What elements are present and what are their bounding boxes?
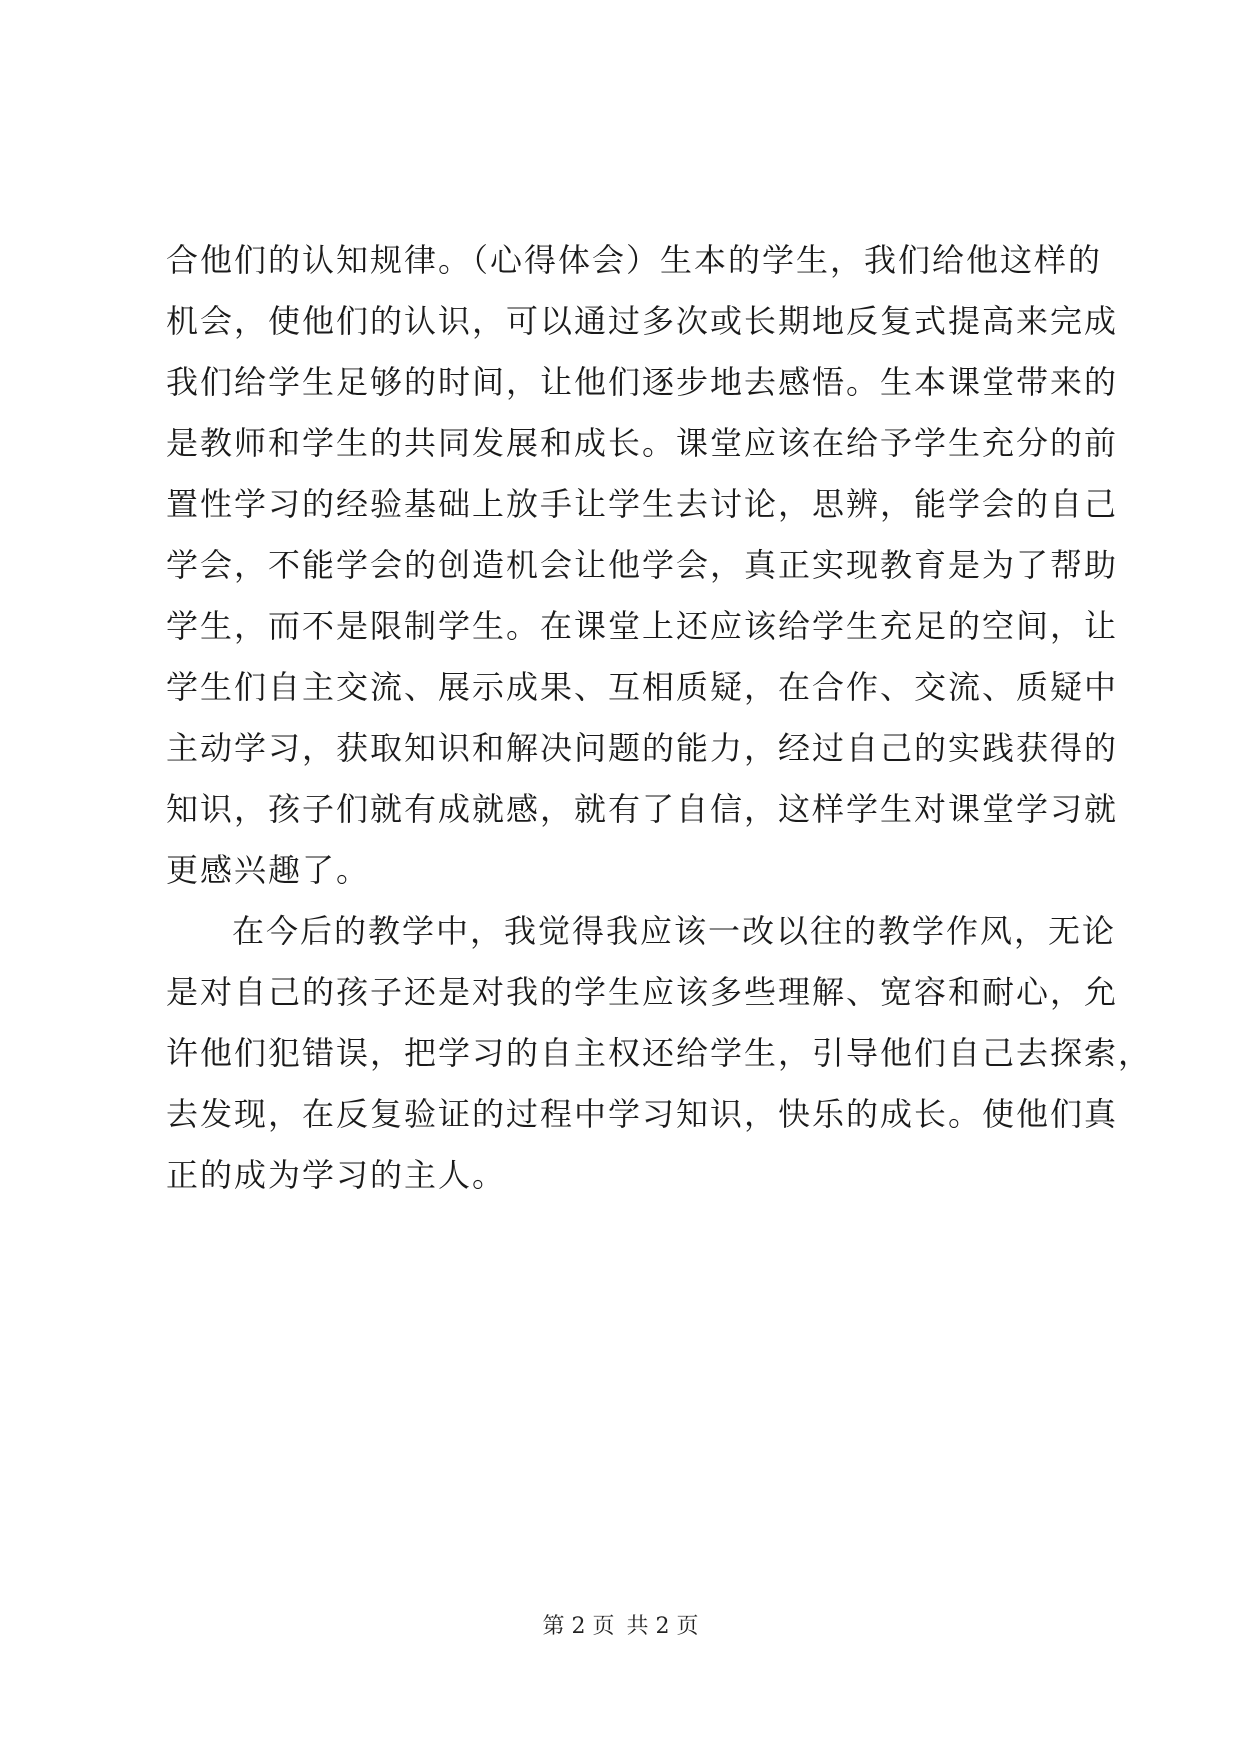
text-line: 置性学习的经验基础上放手让学生去讨论，思辨，能学会的自己 bbox=[166, 485, 1119, 523]
text-line: 正的成为学习的主人。 bbox=[166, 1156, 507, 1194]
text-line: 机会，使他们的认识，可以通过多次或长期地反复式提高来完成 bbox=[166, 302, 1119, 340]
text-line: 合他们的认知规律。（心得体会）生本的学生，我们给他这样的 bbox=[166, 241, 1103, 279]
text-line: 是教师和学生的共同发展和成长。课堂应该在给予学生充分的前 bbox=[166, 424, 1119, 462]
paragraph-1 bbox=[166, 230, 1119, 901]
text-line: 更感兴趣了。 bbox=[166, 851, 371, 889]
text-line: 是对自己的孩子还是对我的学生应该多些理解、宽容和耐心，允 bbox=[166, 973, 1119, 1011]
text-line: 学生，而不是限制学生。在课堂上还应该给学生充足的空间，让 bbox=[166, 607, 1119, 645]
text-line: 去发现，在反复验证的过程中学习知识，快乐的成长。使他们真 bbox=[166, 1095, 1119, 1133]
document-body bbox=[166, 230, 1153, 1206]
text-line: 我们给学生足够的时间，让他们逐步地去感悟。生本课堂带来的 bbox=[166, 363, 1119, 401]
text-line: 在今后的教学中，我觉得我应该一改以往的教学作风，无论 bbox=[232, 912, 1117, 950]
text-line: 学生们自主交流、展示成果、互相质疑，在合作、交流、质疑中 bbox=[166, 668, 1119, 706]
page-footer bbox=[0, 1612, 1241, 1642]
text-line: 主动学习，获取知识和解决问题的能力，经过自己的实践获得的 bbox=[166, 729, 1119, 767]
text-line: 知识，孩子们就有成就感，就有了自信，这样学生对课堂学习就 bbox=[166, 790, 1119, 828]
text-line: 学会，不能学会的创造机会让他学会，真正实现教育是为了帮助 bbox=[166, 546, 1119, 584]
page-number: 第 2 页 bbox=[542, 1614, 615, 1639]
paragraph-2 bbox=[166, 901, 1153, 1206]
text-line: 许他们犯错误，把学习的自主权还给学生，引导他们自己去探索， bbox=[166, 1034, 1153, 1072]
page-total: 共 2 页 bbox=[626, 1614, 699, 1639]
